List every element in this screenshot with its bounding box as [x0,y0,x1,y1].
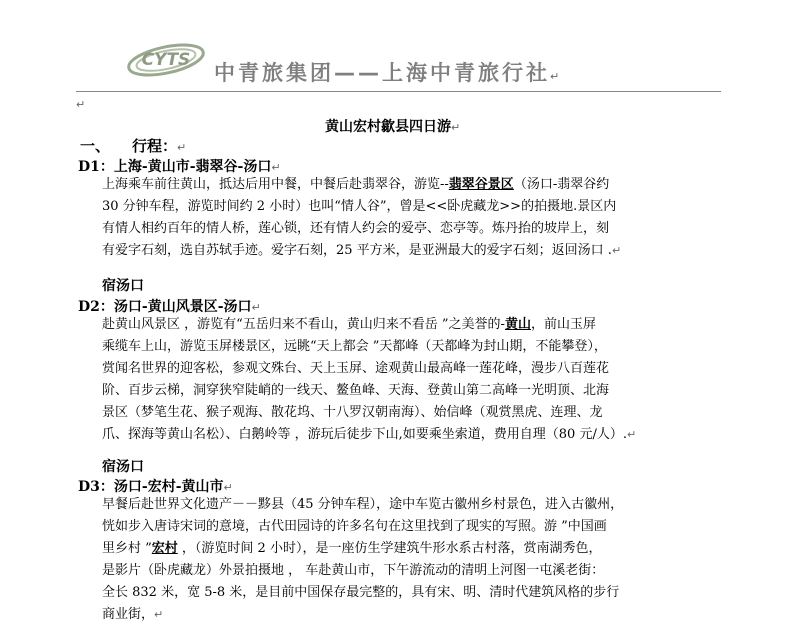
text-line: 赴黄山风景区 ，游览有“五岳归来不看山，黄山归来不看岳 ”之美誉的-黄山，前山玉屏 [102,317,596,332]
highlight-place: 翡翠谷景区 [448,177,514,192]
text-line: 恍如步入唐诗宋词的意境，古代田园诗的许多名句在这里找到了现实的写照。游 ”中国画 [102,519,607,534]
paragraph-mark: ↵ [550,70,563,83]
section-heading: 一、 行程：↵ [80,137,187,155]
text-line: 赏闻名世界的迎客松，参观文殊台、天上玉屏、途观黄山最高峰一莲花峰，漫步八百莲花 [102,361,610,376]
text-line: 全长 832 米，宽 5-8 米，是目前中国保存最完整的，具有宋、明、清时代建筑风格的步行 [102,585,620,600]
day-paragraph [102,494,728,626]
text-line: 上海乘车前往黄山，抵达后用中餐，中餐后赴翡翠谷，游览--翡翠谷景区（汤口-翡翠谷约 [102,177,610,192]
text-line: 是影片（卧虎藏龙）外景拍摄地 ， 车赴黄山市，下午游流动的清明上河图一屯溪老街： [102,563,605,578]
overnight-label: 宿汤口 [102,459,144,475]
day-heading: D1：上海-黄山市-翡翠谷-汤口↵ [78,159,281,175]
header-title: 中青旅集团——上海中青旅行社↵ [214,61,563,85]
text-line: 里乡村 ”宏村 ，（游览时间 2 小时），是一座仿生学建筑牛形水系古村落，赏南湖秀色， [102,541,602,556]
text-line: 景区（梦笔生花、猴子观海、散花坞、十八罗汉朝南海）、始信峰（观赏黑虎、连理、龙 [102,405,603,420]
section-number: 一、 [80,137,111,155]
overnight-label: 宿汤口 [102,278,144,294]
highlight-place: 黄山 [504,317,531,332]
text-line: 30 分钟车程，游览时间约 2 小时）也叫“情人谷”，曾是<<卧虎藏龙>>的拍摄地.景区内 [102,199,617,214]
section-label: 行程： [132,137,178,155]
paragraph-mark: ↵ [76,98,86,111]
text-line: 乘缆车上山，游览玉屏楼景区，远眺“天上都会 ”天都峰（天都峰为封山期，不能攀登）， [102,339,607,354]
logo-lettering: CYTS [141,50,191,70]
header-divider [76,91,721,92]
text-line: 早餐后赴世界文化遗产－－黟县（45 分钟车程），途中车览古徽州乡村景色，进入古徽州， [102,497,624,512]
text-line: 阶、百步云梯，洞穿狭窄陡峭的一线天、鳌鱼峰、天海、登黄山第二高峰一光明顶、北海 [102,383,610,398]
day-paragraph [102,174,728,262]
document-title: 黄山宏村歙县四日游↵ [325,119,461,135]
day-paragraph [102,314,728,446]
highlight-place: 宏村 [151,541,178,556]
day-heading: D3：汤口-宏村-黄山市↵ [78,479,233,495]
text-line: 有爱字石刻，选自苏轼手迹。爱字石刻，25 平方米，是亚洲最大的爱字石刻；返回汤口 .↵ [102,243,622,258]
day-heading: D2：汤口-黄山风景区-汤口↵ [78,299,261,315]
cyts-logo [122,36,210,84]
text-line: 有情人相约百年的情人桥，莲心锁，还有情人约会的爱亭、恋亭等。炼丹抬的坡岸上，刻 [102,221,610,236]
text-line: 爪、探海等黄山名松）、白鹅岭等 ，游玩后徒步下山,如要乘坐索道，费用自理（80 元/人）.↵ [102,427,637,442]
text-line: 商业街，↵ [102,607,164,622]
